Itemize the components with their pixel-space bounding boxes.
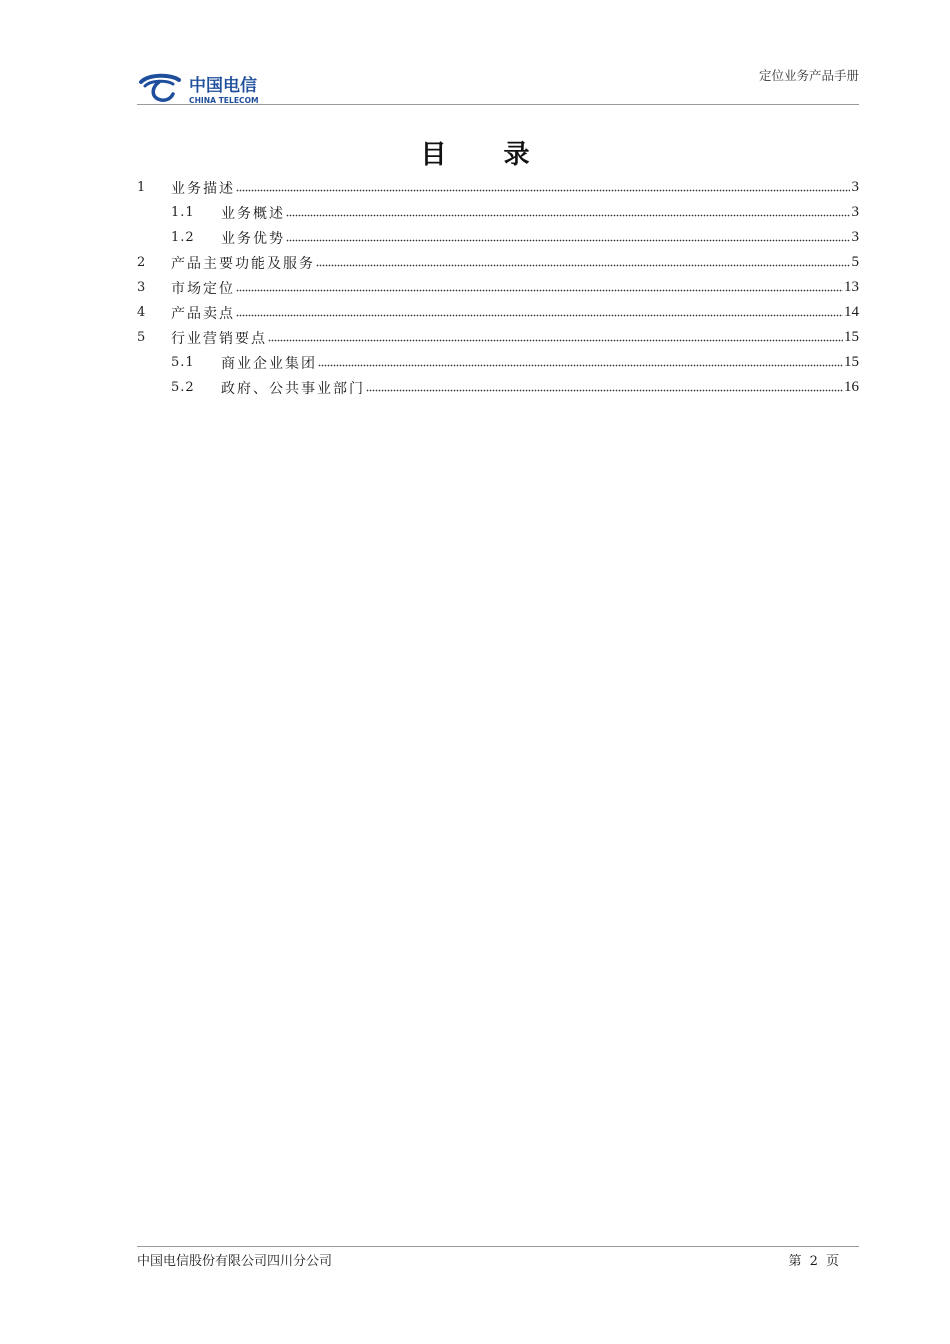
footer-company: 中国电信股份有限公司四川分公司 (137, 1254, 333, 1269)
toc-entry-number: 2 (137, 255, 146, 270)
toc-entry-page: 3 (851, 204, 859, 220)
toc-entry[interactable] (137, 175, 859, 200)
toc-heading: 目 录 (420, 140, 554, 170)
logo-english-text: CHINA TELECOM (189, 96, 259, 105)
toc-entry-page: 5 (851, 254, 859, 270)
toc-entry-number: 3 (137, 280, 146, 295)
toc-entry-title: 业务描述 (171, 180, 235, 197)
toc-entry-page: 13 (844, 279, 859, 295)
toc-entry-page: 14 (844, 304, 859, 320)
toc-dot-leader (316, 259, 850, 267)
toc-entry[interactable] (137, 350, 859, 375)
toc-entry-page: 16 (844, 379, 859, 395)
toc-dot-leader (236, 184, 850, 192)
toc-entry[interactable] (137, 375, 859, 400)
toc-entry-number: 5.2 (171, 380, 195, 395)
toc-entry-title: 商业企业集团 (221, 355, 317, 372)
page-header (137, 62, 859, 105)
logo-chinese-text: 中国电信 (189, 76, 257, 96)
toc-dot-leader (236, 309, 843, 317)
toc-entry[interactable] (137, 250, 859, 275)
table-of-contents (137, 175, 859, 400)
toc-entry[interactable] (137, 325, 859, 350)
toc-entry-number: 1.1 (171, 205, 195, 220)
toc-dot-leader (318, 359, 843, 367)
toc-entry[interactable] (137, 225, 859, 250)
page-footer (137, 1246, 859, 1270)
toc-entry-title: 政府、公共事业部门 (221, 380, 365, 397)
toc-entry-title: 业务概述 (221, 205, 285, 222)
toc-entry-number: 5 (137, 330, 146, 345)
toc-entry[interactable] (137, 275, 859, 300)
toc-entry-number: 5.1 (171, 355, 195, 370)
toc-entry-page: 15 (844, 354, 859, 370)
china-telecom-logo (137, 70, 287, 106)
toc-entry-number: 1 (137, 180, 146, 195)
toc-dot-leader (286, 234, 850, 242)
toc-dot-leader (366, 384, 843, 392)
toc-entry-title: 产品卖点 (171, 305, 235, 322)
toc-entry-title: 市场定位 (171, 280, 235, 297)
toc-entry[interactable] (137, 200, 859, 225)
toc-entry-page: 15 (844, 329, 859, 345)
toc-entry-number: 1.2 (171, 230, 195, 245)
toc-dot-leader (236, 284, 843, 292)
toc-entry-title: 业务优势 (221, 230, 285, 247)
toc-entry-page: 3 (851, 179, 859, 195)
toc-entry-title: 行业营销要点 (171, 330, 267, 347)
toc-entry-page: 3 (851, 229, 859, 245)
footer-page-number: 第 2 页 (788, 1254, 839, 1269)
toc-dot-leader (286, 209, 850, 217)
toc-entry[interactable] (137, 300, 859, 325)
toc-entry-number: 4 (137, 305, 146, 320)
toc-dot-leader (268, 334, 843, 342)
toc-entry-title: 产品主要功能及服务 (171, 255, 315, 272)
document-title: 定位业务产品手册 (758, 68, 859, 83)
